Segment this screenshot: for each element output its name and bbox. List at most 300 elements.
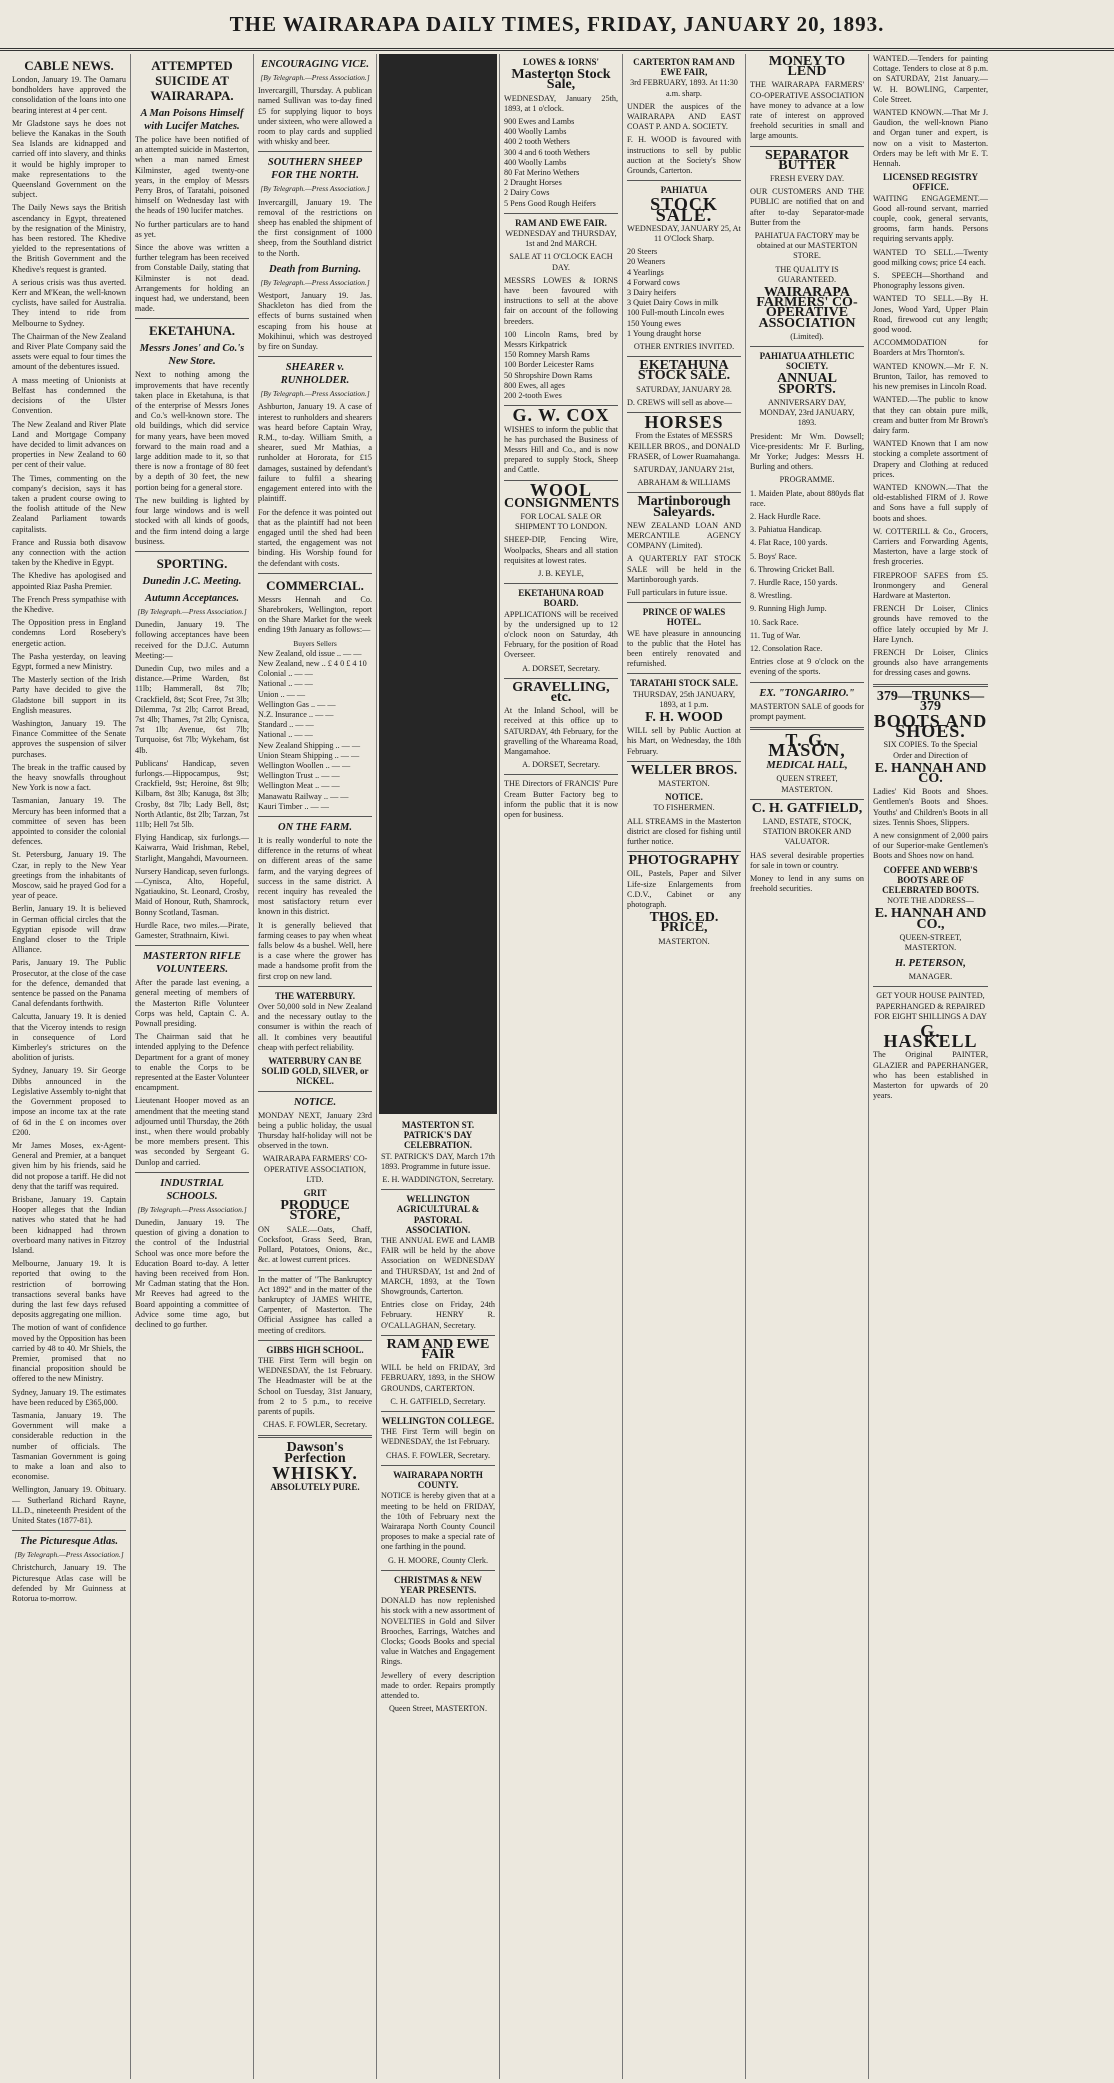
ad-heading: CARTERTON RAM AND EWE FAIR, xyxy=(633,57,735,78)
market-row: Kauri Timber .. — — xyxy=(258,801,329,811)
section-subheading: Messrs Jones' and Co.'s New Store. xyxy=(139,343,245,368)
article-paragraph: The police have been notified of an attempted suicide in Masterton, when a man named Ernest Kilminster, aged twenty-one years, in the employ of Messrs Perry Bros, of Taratahi, poisoned himself on Wednesday last with the heads of 190 lucifer matches. xyxy=(135,135,249,216)
article-paragraph: Sydney, January 19. The estimates have been reduced by £365,000. xyxy=(12,1387,126,1407)
article-paragraph: Flying Handicap, six furlongs.—Kaiwarra, Waid Irishman, Rebel, Starlight, Mangahdi, Mavourneen. xyxy=(135,833,249,863)
ad-heading: Dawson's Perfection xyxy=(284,1440,346,1466)
ad-heading: COFFEE AND WEBB'S BOOTS ARE OF CELEBRATED BOOTS. xyxy=(882,864,979,896)
article-paragraph: The Chairman of the New Zealand and River Plate Company said the assets were equal to four times the amount of the debentures issued. xyxy=(12,331,126,372)
article-paragraph: A mass meeting of Unionists at Belfast has condemned the decisions of the Ulster Convention. xyxy=(12,375,126,416)
divider xyxy=(258,986,372,987)
ad-text: MASTERTON. xyxy=(658,936,710,946)
ad-heading: NOTICE. xyxy=(665,792,703,803)
section-subheading: [By Telegraph.—Press Association.] xyxy=(137,606,247,616)
divider xyxy=(627,356,741,357)
ad-signature: J. B. KEYLE, xyxy=(538,568,584,578)
section-subheading: [By Telegraph.—Press Association.] xyxy=(14,1550,124,1560)
article-paragraph: The Opposition press in England condemns Lord Rosebery's energetic action. xyxy=(12,618,126,648)
ad-heading: WHISKY. xyxy=(272,1462,358,1483)
ad-text: FRENCH Dr Loiser, Clinics grounds have removed to the office lately occupied by Mr J. Hare Lynch. xyxy=(873,604,988,644)
ad-heading: BOOTS AND SHOES. xyxy=(873,710,988,742)
section-heading: ATTEMPTED SUICIDE AT WAIRARAPA. xyxy=(150,58,234,103)
ad-heading: WAIRARAPA FARMERS' CO-OPERATIVE ASSOCIATION xyxy=(756,285,858,331)
ewe-list xyxy=(504,330,618,401)
ad-text: 5. Boys' Race. xyxy=(750,551,797,561)
section-subheading: [By Telegraph.—Press Association.] xyxy=(260,73,370,82)
newspaper-title: THE WAIRARAPA DAILY TIMES, FRIDAY, JANUARY 20, 1893. xyxy=(229,12,885,36)
divider xyxy=(135,318,249,319)
stock-item: 300 4 and 6 tooth Wethers xyxy=(504,147,590,157)
article-paragraph: It is generally believed that farming ceases to pay when wheat falls below 4s a bushel. Well, here is a case where the grower has made a handsome profit from the first crop on new land. xyxy=(258,920,372,981)
section-heading: SPORTING. xyxy=(156,555,228,571)
ad-signature: Queen Street, MASTERTON. xyxy=(388,1704,488,1714)
ad-text: In the matter of "The Bankruptcy Act 1892" and in the matter of the bankruptcy of JAMES WHITE, Carpenter, of Masterton. The Official Assignee has called a meeting of creditors. xyxy=(258,1274,372,1335)
ad-text: HAS several desirable properties for sale in town or country. xyxy=(750,850,864,870)
article-paragraph: London, January 19. The Oamaru bondholders have approved the consolidation of the loans into one bearing interest at 4 per cent. xyxy=(12,75,126,115)
stock-item: 200 2-tooth Ewes xyxy=(504,391,562,401)
article-paragraph: Mr James Moses, ex-Agent-General and Premier, at a banquet given him by his friends, said he did not propose a tariff. He did not deny that the tariff was required. xyxy=(12,1140,126,1191)
article-paragraph: Sydney, January 19. Sir George Dibbs announced in the Legislative Assembly to-night that the Government proposed to impose an income tax at the rate of 6d in the £ on incomes over £200. xyxy=(12,1066,126,1137)
ad-text: F. H. WOOD is favoured with instructions to sell by public auction at the Society's Show Grounds, Carterton. xyxy=(627,135,741,176)
ad-heading: WELLINGTON AGRICULTURAL & PASTORAL ASSOCIATION. xyxy=(396,1194,480,1235)
ad-text: Ladies' Kid Boots and Shoes. Gentlemen's Boots and Shoes. Youths' and Children's Boots in all sizes. Tennis Shoes, Slippers. xyxy=(873,787,988,827)
stock-item: 100 Lincoln Rams, bred by Messrs Kirkpatrick xyxy=(504,329,618,350)
market-row: Wellington Gas .. — — xyxy=(258,699,336,709)
article-paragraph: Dunedin, January 19. The question of giving a donation to the control of the Industrial School was once more before the Education Board to-day. A letter having been received from Hon. Mr Cadman stating that the Hon. Mr Reeves had agreed to the Board appointing a committee of Advice some time ago, but declined to go further. xyxy=(135,1218,249,1330)
section-subheading: A Man Poisons Himself with Lucifer Matches. xyxy=(140,108,244,132)
ad-text: The Original PAINTER, GLAZIER and PAPERHANGER, who has been established in Masterton for upwards of 20 years. xyxy=(873,1050,988,1101)
ad-heading: ABSOLUTELY PURE. xyxy=(270,1481,360,1492)
ad-heading: NOTICE. xyxy=(293,1096,337,1108)
ad-text: APPLICATIONS will be received by the undersigned up to 12 o'clock noon on Saturday, 4th February, for the position of Road Overseer. xyxy=(504,609,618,660)
stock-item: 900 Ewes and Lambs xyxy=(504,117,575,127)
ad-text: 9. Running High Jump. xyxy=(750,604,827,614)
ad-text: OIL, Pastels, Paper and Silver Life-size Enlargements from C.D.V., Cabinet or any photograph. xyxy=(627,869,741,910)
divider xyxy=(381,1411,495,1412)
stock-item: 20 Weaners xyxy=(627,257,666,267)
section-subheading: Dunedin J.C. Meeting. xyxy=(142,575,242,587)
ad-text: (Limited). xyxy=(790,331,824,341)
ad-text: WANTED.—The public to know that they can obtain pure milk, cream and butter from Mr Brown's dairy farm. xyxy=(873,395,988,435)
market-row: National .. — — xyxy=(258,679,313,689)
ad-text: WEDNESDAY, JANUARY 25, At 11 O'Clock Sharp. xyxy=(627,223,741,244)
stock-item: 400 2 tooth Wethers xyxy=(504,137,570,147)
column-7 xyxy=(746,54,869,2079)
article-paragraph: Tasmania, January 19. The Government will make a considerable reduction in the number of officials. The Tasmanian Government is going to make a loan and also to economise. xyxy=(12,1410,126,1482)
divider xyxy=(504,678,618,679)
article-paragraph: The Pasha yesterday, on leaving Egypt, formed a new Ministry. xyxy=(12,651,126,671)
article-paragraph: Invercargill, January 19. The removal of the restrictions on sheep has enabled the shipment of the first consignment of 1000 sheep, from the Southland district to the North. xyxy=(258,197,372,258)
market-row: New Zealand, new .. £ 4 0 £ 4 10 xyxy=(258,658,367,668)
ad-text: W. COTTERILL & Co., Grocers, Carriers and Forwarding Agents, Masterton, have a large stock of fresh groceries. xyxy=(873,526,988,567)
section-heading: INDUSTRIAL SCHOOLS. xyxy=(160,1177,224,1202)
ad-heading: MONEY TO LEND xyxy=(768,54,846,80)
ad-heading: T. G. MASON, xyxy=(768,729,846,761)
ad-text: THE ANNUAL EWE and LAMB FAIR will be held by the above Association on WEDNESDAY and THURSDAY, 1st and 2nd of MARCH, 1893, at the Town Showgrounds, Carterton. xyxy=(381,1236,495,1297)
ad-heading: TARATAHI STOCK SALE. xyxy=(629,678,739,689)
stock-item: 1 Young draught horse xyxy=(627,328,702,338)
section-heading: The Picturesque Atlas. xyxy=(20,1536,118,1548)
ad-heading: PAHIATUA ATHLETIC SOCIETY. xyxy=(759,351,855,372)
ad-signature: A. DORSET, Secretary. xyxy=(522,663,600,673)
divider xyxy=(135,551,249,552)
article-paragraph: The Times, commenting on the company's decision, says it has taken a prudent course owing to the foolish attitude of the New Zealand Parliament towards capitalists. xyxy=(12,473,126,534)
ad-text: From the Estates of MESSRS KEILLER BROS., and DONALD FRASER, of Lower Ruamahanga. xyxy=(627,431,741,461)
section-subheading: [By Telegraph.—Press Association.] xyxy=(260,277,370,287)
article-paragraph: Ashburton, January 19. A case of interest to runholders and shearers was heard before Captain Wray, R.M., to-day. William Smith, a shearer, sued Mr Mathias, a runholder at Hororata, for £15 damages, sustained by defendant's failure to fulfil a shearing engagement entered into with the plaintiff. xyxy=(258,402,372,504)
article-paragraph: Hurdle Race, two miles.—Pirate, Gamester, Strathnairn, Kiwi. xyxy=(135,920,249,940)
ad-heading: E. HANNAH AND CO., xyxy=(874,906,987,932)
ad-text: THE Directors of FRANCIS' Pure Cream Butter Factory beg to inform the public that it is now open for business. xyxy=(504,779,618,819)
article-paragraph: The new building is lighted by four large windows and is well stocked with all kinds of goods, and the firm intend doing a large business. xyxy=(135,495,249,546)
ad-heading: EKETAHUNA ROAD BOARD. xyxy=(518,588,604,609)
ad-heading: E. HANNAH AND CO. xyxy=(874,760,987,786)
ad-text: WISHES to inform the public that he has purchased the Business of Messrs Hill and Co., and is now prepared to supply Stock, Sheep and Cattle. xyxy=(504,424,618,475)
ad-text: WEDNESDAY and THURSDAY, 1st and 2nd MARCH. xyxy=(505,229,617,249)
ad-heading: PAHIATUA xyxy=(660,185,708,196)
ad-text: ON SALE.—Oats, Chaff, Cocksfoot, Grass Seed, Bran, Pollard, Potatoes, Onions, &c., &c. at lowest current prices. xyxy=(258,1224,372,1265)
ad-text: FRESH EVERY DAY. xyxy=(769,174,845,184)
ad-text: FIREPROOF SAFES from £5. Ironmongery and General Hardware at Masterton. xyxy=(873,570,988,600)
ad-text: President: Mr Wm. Dowsell; Vice-presidents: Mr F. Burling, Mr Yorke; Judges: Messrs H. Burling and others. xyxy=(750,431,864,472)
divider xyxy=(258,816,372,817)
ad-signature: C. H. GATFIELD, Secretary. xyxy=(390,1396,486,1406)
article-paragraph: Dunedin Cup, two miles and a distance.—Prime Warden, 8st 11lb; Hammerall, 8st 7lb; Crackfield, 8st; Scot Free, 7st 3lb; Dilemma, 7st 2lb; Carrot Bread, 7st 4lb; Thames, 7st 2lb; Cynisca, 7st 1lb; Avenue, 6st 7lb; Turquoise, 6st 7lb; Wykeham, 6st 4lb. xyxy=(135,663,249,755)
ad-text: MASTERTON SALE of goods for prompt payment. xyxy=(750,701,864,721)
article-paragraph: The motion of want of confidence moved by the Opposition has been carried by 48 to 40. Mr Shiels, the Premier, promised that no financial proposition should be offered to the new Ministry. xyxy=(12,1323,126,1384)
divider xyxy=(258,151,372,152)
ad-heading: PRINCE OF WALES HOTEL. xyxy=(642,607,726,628)
divider xyxy=(627,602,741,603)
ad-text: ST. PATRICK'S DAY, March 17th 1893. Programme in future issue. xyxy=(381,1151,495,1171)
article-paragraph: France and Russia both disavow any connection with the action taken by the Khedive in Egypt. xyxy=(12,537,126,568)
divider xyxy=(258,1340,372,1341)
article-paragraph: The French Press sympathise with the Khedive. xyxy=(12,594,126,614)
section-heading: ON THE FARM. xyxy=(277,821,352,833)
divider xyxy=(504,774,618,775)
ad-heading: RAM AND EWE FAIR. xyxy=(515,217,607,228)
ad-heading: 379—TRUNKS—379 xyxy=(876,688,985,714)
ad-text: DONALD has now replenished his stock with a new assortment of NOVELTIES in Gold and Silver Brooches, Earrings, Watches and Clocks; Goods Books and special value in Watches and Engagement Rings. xyxy=(381,1596,495,1667)
article-paragraph: Lieutenant Hooper moved as an amendment that the meeting stand adjourned until Thursday, the 26th inst., when there would probably be more members present. This was seconded by Sergeant G. Dunlop and carried. xyxy=(135,1096,249,1167)
section-heading: COMMERCIAL. xyxy=(266,577,364,593)
ad-text: WAITING ENGAGEMENT.—Good all-round servant, married couple, cook, general servants, grooms, farm hands. Persons requiring servants apply. xyxy=(873,193,988,244)
market-table xyxy=(258,649,372,812)
stock-item: 400 Woolly Lambs xyxy=(504,157,567,167)
divider xyxy=(12,1530,126,1531)
column-8 xyxy=(869,54,992,2079)
ad-heading: WELLINGTON COLLEGE. xyxy=(381,1416,495,1427)
ad-heading: MEDICAL HALL, xyxy=(766,760,848,772)
article-paragraph: A serious crisis was thus averted. Kerr and M'Kean, the well-known cyclists, have sailed for Australia. They intend to ride from Melbourne to Sydney. xyxy=(12,277,126,328)
ad-text: WEDNESDAY, January 25th, 1893, at 1 o'clock. xyxy=(504,93,618,113)
ad-text: THURSDAY, 25th JANUARY, 1893, at 1 p.m. xyxy=(632,689,736,709)
article-paragraph: Publicans' Handicap, seven furlongs.—Hippocampus, 9st; Crackfield, 9st; Heroine, 8st 9lb; Kilbarn, 8st 3lb; Kanuga, 8st 3lb; Crosby, 8st 7lb; Lady Bell, 8st; North Atlantic, 8st 2lb; Tarzan, 7st 11lb; Hell 7st 5lb. xyxy=(135,758,249,829)
ad-text: FOR LOCAL SALE OR SHIPMENT TO LONDON. xyxy=(514,511,608,532)
ad-heading: F. H. WOOD xyxy=(645,709,723,725)
ad-text: 6. Throwing Cricket Ball. xyxy=(750,564,835,574)
ad-text: 11. Tug of War. xyxy=(750,630,801,640)
article-paragraph: Washington, January 19. The Finance Committee of the Senate approves the suspension of silver purchases. xyxy=(12,718,126,759)
market-row: Wellington Trust .. — — xyxy=(258,771,340,781)
ad-text: WAIRARAPA FARMERS' CO-OPERATIVE ASSOCIATION, LTD. xyxy=(262,1154,368,1184)
ad-text: MASTERTON. xyxy=(658,778,710,788)
ad-text: Entries close at 9 o'clock on the evening of the sports. xyxy=(750,657,864,677)
divider xyxy=(627,492,741,493)
stock-item: 100 Full-mouth Lincoln ewes xyxy=(627,308,725,318)
ad-heading: THE WATERBURY. xyxy=(274,990,356,1001)
ad-heading: ANNUAL SPORTS. xyxy=(777,371,837,397)
section-heading: EKETAHUNA. xyxy=(148,323,236,339)
column-3 xyxy=(254,54,377,2079)
stock-item: 2 Draught Horses xyxy=(504,178,562,188)
masthead xyxy=(0,0,1114,51)
article-paragraph: Westport, January 19. Jas. Shackleton has died from the effects of burns sustained when escaping from his house at Mokihinui, which was destroyed by fire on Sunday. xyxy=(258,291,372,352)
ad-text: 4. Flat Race, 100 yards. xyxy=(750,538,828,548)
divider xyxy=(258,1435,372,1438)
market-row: National .. — — xyxy=(258,730,313,740)
ad-signature: A. DORSET, Secretary. xyxy=(522,760,600,770)
ad-text: A new consignment of 2,000 pairs of our Superior-make Gentlemen's Boots and Shoes now on hand. xyxy=(873,831,988,861)
cable-news-heading: CABLE NEWS. xyxy=(24,58,114,73)
divider xyxy=(381,1335,495,1336)
ad-text: WANTED TO SELL.—Twenty good milking cows; price £4 each. xyxy=(873,247,988,267)
article-paragraph: Since the above was written a further telegram has been received from Constable Daily, stating that Kilminster is not dead. Arrangements for holding an inquest had, we understand, been made. xyxy=(135,243,249,314)
ad-heading: SEPARATOR BUTTER xyxy=(764,147,849,173)
divider xyxy=(258,1091,372,1092)
market-row: Wellington Woollen .. — — xyxy=(258,760,351,770)
article-paragraph: Christchurch, January 19. The Picturesque Atlas case will be defended by Mr Guinness at Rotorua to-morrow. xyxy=(12,1563,126,1604)
divider xyxy=(627,761,741,762)
ad-heading: WATERBURY CAN BE SOLID GOLD, SILVER, or NICKEL. xyxy=(261,1056,369,1087)
column-6 xyxy=(623,54,746,2079)
article-paragraph: The Khedive has apologised and appointed Riaz Pasha Premier. xyxy=(12,571,126,591)
ad-heading: CHRISTMAS & NEW YEAR PRESENTS. xyxy=(393,1574,482,1595)
stock-item: 50 Shropshire Down Rams xyxy=(504,370,593,380)
market-row: Standard .. — — xyxy=(258,720,314,730)
column-4 xyxy=(377,54,500,2079)
ad-text: OUR CUSTOMERS AND THE PUBLIC are notified that on and after to-day Separator-made Butter from the xyxy=(750,187,864,227)
section-heading: MASTERTON RIFLE VOLUNTEERS. xyxy=(142,951,242,976)
ad-heading: HORSES xyxy=(644,412,724,433)
ad-text: 7. Hurdle Race, 150 yards. xyxy=(750,577,838,587)
stock-item: 5 Pens Good Rough Heifers xyxy=(504,198,596,208)
ad-heading: GRAVELLING, etc. xyxy=(512,679,610,705)
divider xyxy=(750,682,864,683)
ad-text: 10. Sack Race. xyxy=(750,617,799,627)
article-paragraph: Paris, January 19. The Public Prosecutor, at the close of the case for the defence, demanded that sentence be passed on the Panama Canal defendants forthwith. xyxy=(12,958,126,1009)
ad-heading: WOOL xyxy=(529,479,592,500)
market-row: Colonial .. — — xyxy=(258,669,313,679)
ad-text: Over 50,000 sold in New Zealand and the necessary outlay to the consumer is within the reach of all. It combines very beautiful cheap with perfect reliability. xyxy=(258,1002,372,1052)
market-table-header: Buyers Sellers xyxy=(293,638,337,648)
ad-heading: Martinborough Saleyards. xyxy=(637,494,731,520)
ad-text: THE QUALITY IS GUARANTEED. xyxy=(775,264,839,284)
stock-list xyxy=(627,247,741,339)
section-subheading: [By Telegraph.—Press Association.] xyxy=(260,184,370,194)
ad-text: Entries close on Friday, 24th February. HENRY R. O'CALLAGHAN, Secretary. xyxy=(381,1300,495,1330)
divider xyxy=(873,684,988,687)
ad-text: 3. Pahiatua Handicap. xyxy=(750,525,822,535)
article-paragraph: Invercargill, Thursday. A publican named Sullivan was to-day fined £5 for supplying liquor to boys under sixteen, who were allowed a room to play cards and supplied with whisky and beer. xyxy=(258,86,372,147)
section-subheading: [By Telegraph.—Press Association.] xyxy=(137,1204,247,1214)
ad-text: PAHIATUA FACTORY may be obtained at our MASTERTON STORE. xyxy=(754,231,860,261)
ad-text: 2. Hack Hurdle Race. xyxy=(750,511,821,521)
ad-text: A QUARTERLY FAT STOCK SALE will be held in the Martinborough yards. xyxy=(627,554,741,584)
ad-text: THE WAIRARAPA FARMERS' CO-OPERATIVE ASSOCIATION have money to advance at a low rate of interest on approved freehold securities in small and large amounts. xyxy=(750,80,864,141)
article-paragraph: It is really wonderful to note the difference in the returns of wheat on different areas of the same farm, and the varying degrees of success in the same district. A recent inquiry has revealed the most satisfactory return ever known in this district. xyxy=(258,835,372,917)
ad-signature: CHAS. F. FOWLER, Secretary. xyxy=(385,1450,491,1460)
ad-heading: WELLER BROS. xyxy=(630,762,738,778)
ad-text: WANTED KNOWN.—That the old-established FIRM of J. Rowe and Sons have a full supply of boots and shoes. xyxy=(873,482,988,523)
ad-heading: G. HASKELL xyxy=(883,1021,978,1052)
market-row: N.Z. Insurance .. — — xyxy=(258,709,334,719)
black-printed-band xyxy=(379,54,497,1114)
ad-signature: ABRAHAM & WILLIAMS xyxy=(637,478,731,488)
newspaper-columns xyxy=(8,54,1108,2079)
article-paragraph: Messrs Hennah and Co. Sharebrokers, Wellington, report on the Share Market for the week ending 19th January as follows:— xyxy=(258,594,372,635)
article-paragraph: The break in the traffic caused by the heavy snowfalls throughout New York is now a fact. xyxy=(12,762,126,793)
ad-text: WANTED Known that I am now stocking a complete assortment of Drapery and Clothing at reduced prices. xyxy=(873,439,988,479)
divider xyxy=(627,673,741,674)
ad-text: GET YOUR HOUSE PAINTED, PAPERHANGED & REPAIRED FOR EIGHT SHILLINGS A DAY xyxy=(874,991,987,1021)
ad-text: SATURDAY, JANUARY 21st, xyxy=(633,464,735,474)
divider xyxy=(627,180,741,181)
divider xyxy=(627,851,741,852)
market-row: New Zealand Shipping .. — — xyxy=(258,740,361,750)
ad-text: WE have pleasure in announcing to the public that the Hotel has been entirely renovated and refurnished. xyxy=(627,628,741,669)
divider xyxy=(258,356,372,357)
market-row: New Zealand, old issue .. — — xyxy=(258,648,362,658)
ad-text: SHEEP-DIP, Fencing Wire, Woolpacks, Shears and all station requisites at lowest rates. xyxy=(504,535,618,565)
column-2 xyxy=(131,54,254,2079)
ad-signature: G. H. MOORE, County Clerk. xyxy=(387,1555,489,1565)
ad-text: WANTED.—Tenders for painting Cottage. Tenders to close at 8 p.m. on SATURDAY, 21st January.—W. H. BOWLING, Carpenter, Cole Street. xyxy=(873,54,988,104)
ad-heading: GRIT xyxy=(303,1188,327,1199)
article-paragraph: The Daily News says the British ascendancy in Egypt, threatened by the resignation of the Ministry, has been restored. The Khedive yielded to the representations of the British Government and the Khedive's request is granted. xyxy=(12,203,126,274)
ad-text: Full particulars in future issue. xyxy=(627,587,728,597)
ad-text: WILL sell by Public Auction at his Mart, on Wednesday, the 18th February. xyxy=(627,726,741,756)
ad-heading: MASTERTON ST. PATRICK'S DAY CELEBRATION. xyxy=(401,1120,475,1151)
article-paragraph: Tasmanian, January 19. The Mercury has been informed that a committee of seven has been appointed to consider the colonial defences. xyxy=(12,796,126,847)
ad-text: ALL STREAMS in the Masterton district are closed for fishing until further notice. xyxy=(627,816,741,846)
stock-list xyxy=(504,117,618,209)
divider xyxy=(873,986,988,987)
ad-text: At the Inland School, will be received at this office up to SATURDAY, 4th February, for the gravelling of the Whareama Road, Mangamahoe. xyxy=(504,706,618,756)
ad-heading: G. W. COX xyxy=(512,405,610,426)
divider xyxy=(135,1172,249,1173)
ad-text: NEW ZEALAND LOAN AND MERCANTILE AGENCY COMPANY (Limited). xyxy=(627,520,741,551)
market-row: Manawatu Railway .. — — xyxy=(258,791,349,801)
section-heading: Death from Burning. xyxy=(269,263,361,275)
article-paragraph: Mr Gladstone says he does not believe the Kanakas in the South Sea Islands are kidnapped and carried off into slavery, and thinks it would be highly improper to make representations to the Queensland Government on the subject. xyxy=(12,118,126,200)
article-paragraph: The Masterly section of the Irish Party have decided to give the Gladstone bill support in its English measures. xyxy=(12,675,126,715)
ad-heading: GIBBS HIGH SCHOOL. xyxy=(266,1344,364,1355)
article-paragraph: Next to nothing among the improvements that have recently taken place in Eketahuna, is that of the enterprise of Messrs Jones and Co.'s well-known store. The old buildings, which did service for many years, have been moved forward to the main road and a large addition made to it, so that there is now a frontage of 80 feet by a depth of 30 feet, the new portion being for a general store. xyxy=(135,370,249,492)
ad-heading: PRODUCE STORE, xyxy=(280,1198,350,1224)
ad-text: SATURDAY, JANUARY 28. xyxy=(636,384,732,394)
ad-heading: EX. "TONGARIRO." xyxy=(759,687,855,699)
ad-heading: EKETAHUNA STOCK SALE. xyxy=(637,358,731,384)
divider xyxy=(504,583,618,584)
ad-text: MANAGER. xyxy=(908,972,953,982)
stock-item: 20 Steers xyxy=(627,247,658,257)
ad-text: UNDER the auspices of the WAIRARAPA AND EAST COAST P. AND A. SOCIETY. xyxy=(627,101,741,132)
divider xyxy=(504,213,618,214)
divider xyxy=(750,346,864,347)
article-paragraph: Brisbane, January 19. Captain Hooper alleges that the Indian natives who stated that he had been kidnapped had thrown overboard many natives in Fitzroy Island. xyxy=(12,1194,126,1255)
stock-item: 4 Yearlings xyxy=(627,267,664,277)
article-paragraph: St. Petersburg, January 19. The Czar, in reply to the New Year greetings from the inhabitants of Moscow, said he prayed God for a year of peace. xyxy=(12,850,126,901)
ad-text: ANNIVERSARY DAY, MONDAY, 23rd JANUARY, 1893. xyxy=(759,397,855,428)
ad-text: 12. Consolation Race. xyxy=(750,643,823,653)
section-subheading: [By Telegraph.—Press Association.] xyxy=(260,389,370,399)
article-paragraph: No further particulars are to hand as yet. xyxy=(135,219,249,239)
divider xyxy=(381,1570,495,1571)
ad-text: ACCOMMODATION for Boarders at Mrs Thornton's. xyxy=(873,338,988,358)
article-paragraph: Wellington, January 19. Obituary. — Sutherland Richard Rayne, LL.D., nineteenth President of the United States (1877-81). xyxy=(12,1485,126,1526)
ad-text: NOTICE is hereby given that at a meeting to be held on FRIDAY, the 10th of February next the Wairarapa North County Council proposes to make a special rate of one farthing in the pound. xyxy=(381,1491,495,1552)
article-paragraph: Dunedin, January 19. The following acceptances have been received for the D.J.C. Autumn Meeting:— xyxy=(135,620,249,660)
ad-text: THE First Term will begin on WEDNESDAY, the 1st February. xyxy=(381,1427,495,1447)
section-subheading: Autumn Acceptances. xyxy=(144,592,240,604)
ad-heading: Masterton Stock Sale, xyxy=(511,67,611,93)
ad-text: S. SPEECH—Shorthand and Phonography lessons given. xyxy=(873,271,988,291)
ad-heading: LICENSED REGISTRY OFFICE. xyxy=(883,172,978,193)
ad-text: 1. Maiden Plate, about 880yds flat race. xyxy=(750,488,864,508)
ad-text: SIX COPIES. To the Special Order and Direction of xyxy=(883,740,978,760)
ad-text: QUEEN-STREET, MASTERTON. xyxy=(899,932,962,953)
stock-item: 150 Romney Marsh Rams xyxy=(504,350,590,360)
ad-text: MONDAY NEXT, January 23rd being a public holiday, the usual Thursday half-holiday will not be observed in the town. xyxy=(258,1110,372,1151)
ad-text: QUEEN STREET, MASTERTON. xyxy=(776,774,838,794)
stock-item: 100 Border Leicester Rams xyxy=(504,360,594,370)
column-1 xyxy=(8,54,131,2079)
article-paragraph: The Chairman said that he intended applying to the Defence Department for a grant of money to enable the Corps to be represented at the Easter Volunteer encampment. xyxy=(135,1032,249,1093)
ad-signature: E. H. WADDINGTON, Secretary. xyxy=(382,1175,494,1185)
section-heading: ENCOURAGING VICE. xyxy=(261,59,369,70)
divider xyxy=(258,1270,372,1271)
ad-text: SALE AT 11 O'CLOCK EACH DAY. xyxy=(509,252,613,272)
stock-item: 2 Dairy Cows xyxy=(504,188,550,198)
ad-text: LAND, ESTATE, STOCK, STATION BROKER AND VALUATOR. xyxy=(762,816,852,847)
stock-item: 150 Young ewes xyxy=(627,318,681,328)
ad-text: PROGRAMME. xyxy=(779,475,835,485)
market-row: Union Steam Shipping .. — — xyxy=(258,750,360,760)
stock-item: 3 Quiet Dairy Cows in milk xyxy=(627,298,719,308)
ad-heading: LOWES & IORNS' xyxy=(522,57,600,67)
ad-text: 8. Wrestling. xyxy=(750,591,793,601)
article-paragraph: Nursery Handicap, seven furlongs.—Cynisca, Alto, Hopeful, Ngatiaukino, St. Leonard, Crosby, Maid of Honour, Ruth, Shamrock, Bonny Scotland, Tasman. xyxy=(135,866,249,917)
stock-item: 4 Forward cows xyxy=(627,277,680,287)
ad-text: NOTE THE ADDRESS— xyxy=(887,896,974,906)
market-row: Union .. — — xyxy=(258,689,306,699)
divider xyxy=(381,1465,495,1466)
article-paragraph: Berlin, January 19. It is believed in German official circles that the Egyptian episode will draw England closer to the Triple Alliance. xyxy=(12,904,126,955)
divider xyxy=(381,1189,495,1190)
section-heading: SHEARER v. RUNHOLDER. xyxy=(280,362,350,387)
ad-text: THE First Term will begin on WEDNESDAY, the 1st February. The Headmaster will be at the School on Tuesday, 31st January, from 2 to 5 p.m., to receive parents of pupils. xyxy=(258,1355,372,1416)
stock-item: 3 Dairy heifers xyxy=(627,288,677,298)
ad-heading: CONSIGNMENTS xyxy=(504,495,620,511)
divider xyxy=(750,146,864,147)
ad-text: WANTED TO SELL.—By H. Jones, Wood Yard, Upper Plain Road, firewood cut any length; good wood. xyxy=(873,294,988,335)
ad-text: OTHER ENTRIES INVITED. xyxy=(633,342,735,352)
ad-text: Jewellery of every description made to order. Repairs promptly attended to. xyxy=(381,1670,495,1700)
ad-text: WILL be held on FRIDAY, 3rd FEBRUARY, 1893, in the SHOW GROUNDS, CARTERTON. xyxy=(381,1363,495,1393)
divider xyxy=(135,945,249,946)
column-5 xyxy=(500,54,623,2079)
divider xyxy=(750,799,864,800)
